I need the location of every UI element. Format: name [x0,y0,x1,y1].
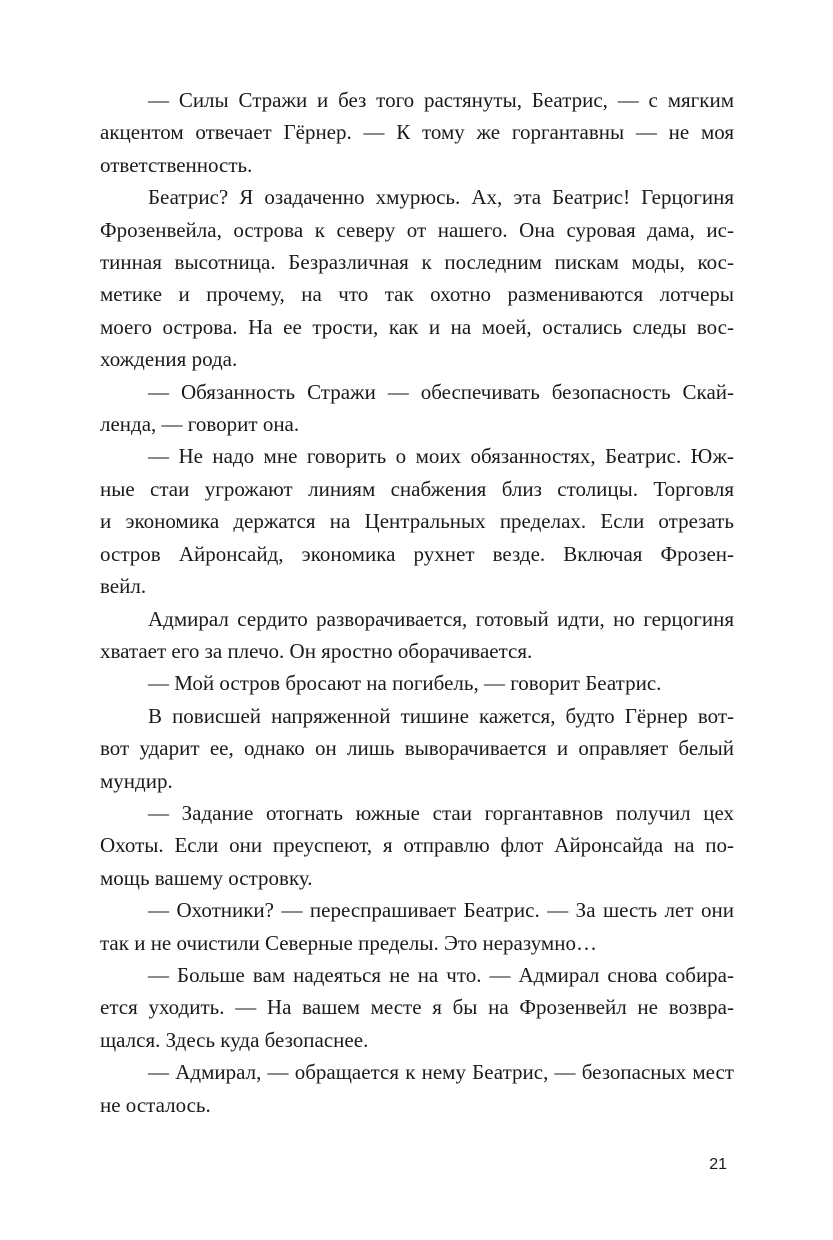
text-line: остров Айронсайд, экономика рухнет везде. Включая Фрозен- [100,541,734,566]
text-line: — Задание отогнать южные стаи горгантавнов получил цех [148,800,734,825]
text-line: — Силы Стражи и без того растянуты, Беатрис, — с мягким [148,88,734,112]
text-line: не осталось. [100,1092,211,1117]
paragraph [100,797,734,894]
text-line: — Охотники? — переспрашивает Беатрис. — За шесть лет они [148,898,734,923]
page-number: 21 [709,1156,727,1173]
text-line: так и не очистили Северные пределы. Это неразумно… [100,930,597,955]
paragraph [100,603,734,668]
paragraph [100,1056,734,1121]
text-line: ется уходить. — На вашем месте я бы на Фрозенвейл не возвра- [100,995,734,1020]
paragraph [100,440,734,602]
text-line: Охоты. Если они преуспеют, я отправлю флот Айронсайда на по- [100,833,734,858]
text-line: Фрозенвейла, острова к северу от нашего. Она суровая дама, ис- [100,217,734,242]
paragraph [100,959,734,1056]
text-line: — Больше вам надеяться не на что. — Адмирал снова собира- [148,962,734,987]
text-line: хождения рода. [100,347,238,372]
text-line: вот ударит ее, однако он лишь выворачивается и оправляет белый [100,736,734,761]
text-line: — Обязанность Стражи — обеспечивать безопасность Скай- [148,379,734,404]
text-line: ленда, — говорит она. [100,412,300,437]
text-line: мощь вашему островку. [100,865,313,890]
paragraph [100,84,734,181]
text-line: В повисшей напряженной тишине кажется, будто Гёрнер вот- [148,703,734,728]
paragraph [100,667,734,699]
text-line: ные стаи угрожают линиям снабжения близ столицы. Торговля [100,476,734,501]
paragraph [100,894,734,959]
paragraph [100,376,734,441]
text-line: хватает его за плечо. Он яростно оборачивается. [100,638,533,663]
text-line: вейл. [100,574,147,599]
paragraph [100,700,734,797]
paragraph [100,181,734,375]
text-line: Адмирал сердито разворачивается, готовый идти, но герцогиня [148,606,734,631]
text-line: щался. Здесь куда безопаснее. [100,1027,369,1052]
text-line: моего острова. На ее трости, как и на моей, остались следы вос- [100,314,734,339]
text-line: акцентом отвечает Гёрнер. — К тому же горгантавны — не моя [100,120,734,145]
text-line: мундир. [100,768,173,793]
page-text-block [100,84,734,1121]
text-line: тинная высотница. Безразличная к последним пискам моды, кос- [100,250,734,275]
text-line: ответственность. [100,152,253,177]
text-line: — Не надо мне говорить о моих обязанностях, Беатрис. Юж- [148,444,734,469]
text-line: — Мой остров бросают на погибель, — говорит Беатрис. [148,671,662,696]
text-line: метике и прочему, на что так охотно размениваются лотчеры [100,282,734,307]
text-line: и экономика держатся на Центральных пределах. Если отрезать [100,509,734,534]
text-line: Беатрис? Я озадаченно хмурюсь. Ах, эта Беатрис! Герцогиня [148,185,734,210]
text-line: — Адмирал, — обращается к нему Беатрис, — безопасных мест [148,1060,734,1085]
